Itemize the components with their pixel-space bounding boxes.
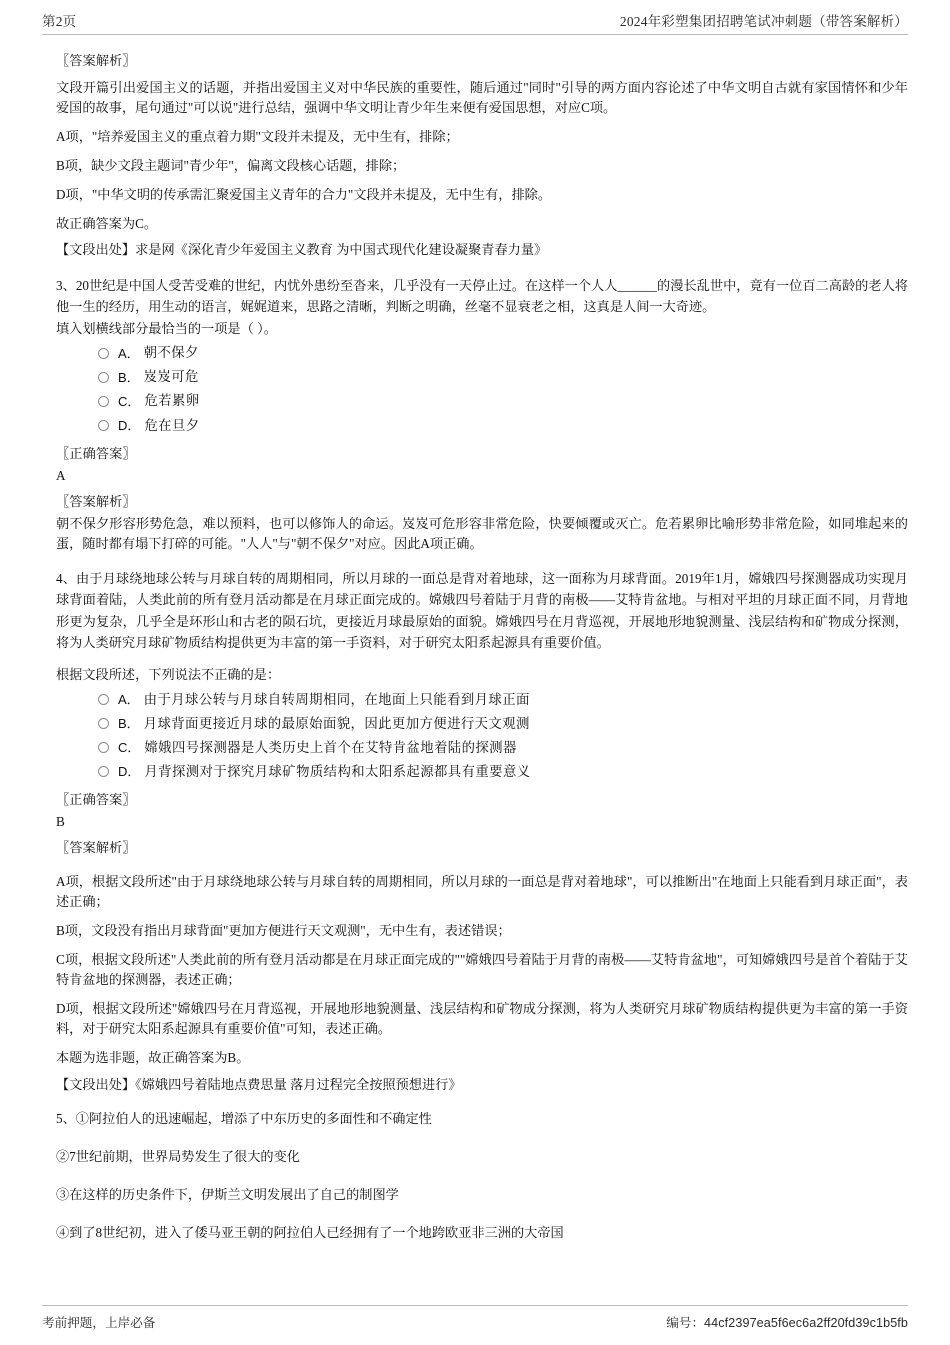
- option-key: A．: [118, 691, 140, 707]
- radio-icon[interactable]: [98, 694, 109, 705]
- footer-slogan: 考前押题，上岸必备: [42, 1316, 156, 1330]
- q4-instruction: 根据文段所述，下列说法不正确的是：: [56, 667, 281, 683]
- q2-conclusion: 故正确答案为C。: [56, 216, 158, 232]
- q2-analysis-label: 〖答案解析〗: [56, 53, 136, 68]
- option-label: 由于月球公转与月球自转周期相同，在地面上只能看到月球正面: [143, 691, 530, 707]
- option-label: 朝不保夕: [143, 345, 199, 361]
- q5-line-2: ②7世纪前期，世界局势发生了很大的变化: [56, 1148, 300, 1164]
- q4-analysis-option-a: A项，根据文段所述"由于月球绕地球公转与月球自转的周期相同，所以月球的一面总是背对着地球"，可以推断出"在地面上只能看到月球正面"，表述正确；: [56, 874, 908, 910]
- q3-analysis-label: 〖答案解析〗: [56, 493, 136, 509]
- q2-analysis-option-d: D项，"中华文明的传承需汇聚爱国主义青年的合力"文段并未提及，无中生有，排除。: [56, 187, 552, 203]
- q4-analysis-option-c: C项，根据文段所述"人类此前的所有登月活动都是在月球正面完成的""嫦娥四号着陆于月背的南极——艾特肯盆地"，可知嫦娥四号是首个着陆于艾特肯盆地的探测器，表述正确；: [56, 952, 908, 988]
- radio-icon[interactable]: [98, 766, 109, 777]
- q2-analysis-option-a: A项，"培养爱国主义的重点着力期"文段并未提及，无中生有，排除；: [56, 129, 459, 145]
- q5-line-4: ④到了8世纪初，进入了倭马亚王朝的阿拉伯人已经拥有了一个地跨欧亚非三洲的大帝国: [56, 1224, 564, 1240]
- q3-instruction: 填入划横线部分最恰当的一项是（ ）。: [56, 321, 277, 337]
- q3-option-c[interactable]: [98, 393, 908, 409]
- page-header: [42, 10, 908, 35]
- option-label: 危若累卵: [144, 393, 200, 409]
- radio-icon[interactable]: [98, 348, 109, 359]
- q4-option-b[interactable]: [98, 716, 908, 732]
- radio-icon[interactable]: [98, 396, 109, 407]
- document-title: 2024年彩塑集团招聘笔试冲刺题（带答案解析）: [619, 14, 908, 29]
- option-label: 岌岌可危: [143, 369, 199, 385]
- q3-correct-answer-value: A: [56, 467, 66, 483]
- option-key: B．: [118, 369, 140, 385]
- radio-icon[interactable]: [98, 420, 109, 431]
- q3-option-b[interactable]: [98, 369, 908, 385]
- radio-icon[interactable]: [98, 718, 109, 729]
- option-label: 月球背面更接近月球的最原始面貌，因此更加方便进行天文观测: [143, 715, 530, 731]
- page-content: [42, 35, 908, 1243]
- option-key: D．: [118, 763, 141, 779]
- radio-icon[interactable]: [98, 742, 109, 753]
- option-key: A．: [118, 345, 140, 361]
- q2-analysis-paragraph: 文段开篇引出爱国主义的话题，并指出爱国主义对中华民族的重要性，随后通过"同时"引导的两方面内容论述了中华文明自古就有家国情怀和少年爱国的故事，尾句通过"可以说"进行总结，强调中华文明让青少年生来便有爱国思想，对应C项。: [56, 80, 908, 116]
- q3-option-d[interactable]: [98, 418, 908, 434]
- option-key: C．: [118, 393, 141, 409]
- q4-correct-answer-label: 〖正确答案〗: [56, 791, 136, 807]
- page-footer: [42, 1305, 908, 1331]
- page-number-label: 第2页: [42, 14, 77, 29]
- q5-line-3: ③在这样的历史条件下，伊斯兰文明发展出了自己的制图学: [56, 1186, 399, 1202]
- option-label: 危在旦夕: [144, 417, 200, 433]
- q4-option-a[interactable]: [98, 692, 908, 708]
- option-label: 嫦娥四号探测器是人类历史上首个在艾特肯盆地着陆的探测器: [144, 739, 517, 755]
- option-key: B．: [118, 715, 140, 731]
- q4-source: 【文段出处】《嫦娥四号着陆地点费思量 落月过程完全按照预想进行》: [56, 1076, 462, 1092]
- option-key: D．: [118, 417, 141, 433]
- radio-icon[interactable]: [98, 372, 109, 383]
- q5-line-1: 5、①阿拉伯人的迅速崛起，增添了中东历史的多面性和不确定性: [56, 1110, 432, 1126]
- q4-analysis-option-d: D项，根据文段所述"嫦娥四号在月背巡视，开展地形地貌测量、浅层结构和矿物成分探测，将为人类研究月球矿物质结构提供更为丰富的第一手资料，对于研究太阳系起源具有重要价值"可知，表述正确。: [56, 1001, 908, 1037]
- q3-analysis-text: 朝不保夕形容形势危急，难以预料，也可以修饰人的命运。岌岌可危形容非常危险，快要倾覆或灭亡。危若累卵比喻形势非常危险，如同堆起来的蛋，随时都有塌下打碎的可能。"人人"与"朝不保夕"对应。因此A项正确。: [56, 515, 908, 551]
- q4-options: [42, 692, 908, 780]
- option-label: 月背探测对于探究月球矿物质结构和太阳系起源都具有重要意义: [144, 763, 531, 779]
- footer-code-label: 编号：: [666, 1316, 705, 1330]
- q2-source: 【文段出处】求是网《深化青少年爱国主义教育 为中国式现代化建设凝聚青春力量》: [56, 242, 548, 258]
- footer-code: [666, 1312, 908, 1331]
- q4-stem: 4、由于月球绕地球公转与月球自转的周期相同，所以月球的一面总是背对着地球，这一面称为月球背面。2019年1月，嫦娥四号探测器成功实现月球背面着陆，人类此前的所有登月活动都是在月球正面完成的。嫦娥四号着陆于月背的南极——艾特肯盆地。与相对平坦的月球正面不同，月背地形更为复杂，几乎全是环形山和古老的陨石坑，更接近月球最原始的面貌。嫦娥四号在月背巡视，开展地形地貌测量、浅层结构和矿物成分探测，将为人类研究月球矿物质结构提供更为丰富的第一手资料，对于研究太阳系起源具有重要价值。: [56, 570, 908, 651]
- footer-code-value: 44cf2397ea5f6ec6a2ff20fd39c1b5fb: [704, 1316, 908, 1330]
- q4-analysis-option-b: B项，文段没有指出月球背面"更加方便进行天文观测"，无中生有，表述错误；: [56, 923, 511, 939]
- q3-stem: 3、20世纪是中国人受苦受难的世纪，内忧外患纷至沓来，几乎没有一天停止过。在这样一个人人______的漫长乱世中，竟有一位百二高龄的老人将他一生的经历，用生动的语言，娓娓道来，思路之清晰，判断之明确，丝毫不显衰老之相，这真是人间一大奇迹。: [56, 277, 908, 314]
- q3-option-a[interactable]: [98, 345, 908, 361]
- option-key: C．: [118, 739, 141, 755]
- q4-conclusion: 本题为选非题，故正确答案为B。: [56, 1050, 250, 1066]
- q3-correct-answer-label: 〖正确答案〗: [56, 445, 136, 461]
- q4-option-d[interactable]: [98, 764, 908, 780]
- q3-options: [42, 345, 908, 433]
- q4-correct-answer-value: B: [56, 813, 65, 829]
- q4-analysis-label: 〖答案解析〗: [56, 839, 136, 855]
- q2-analysis-option-b: B项，缺少文段主题词"青少年"，偏离文段核心话题，排除；: [56, 158, 406, 174]
- q4-option-c[interactable]: [98, 740, 908, 756]
